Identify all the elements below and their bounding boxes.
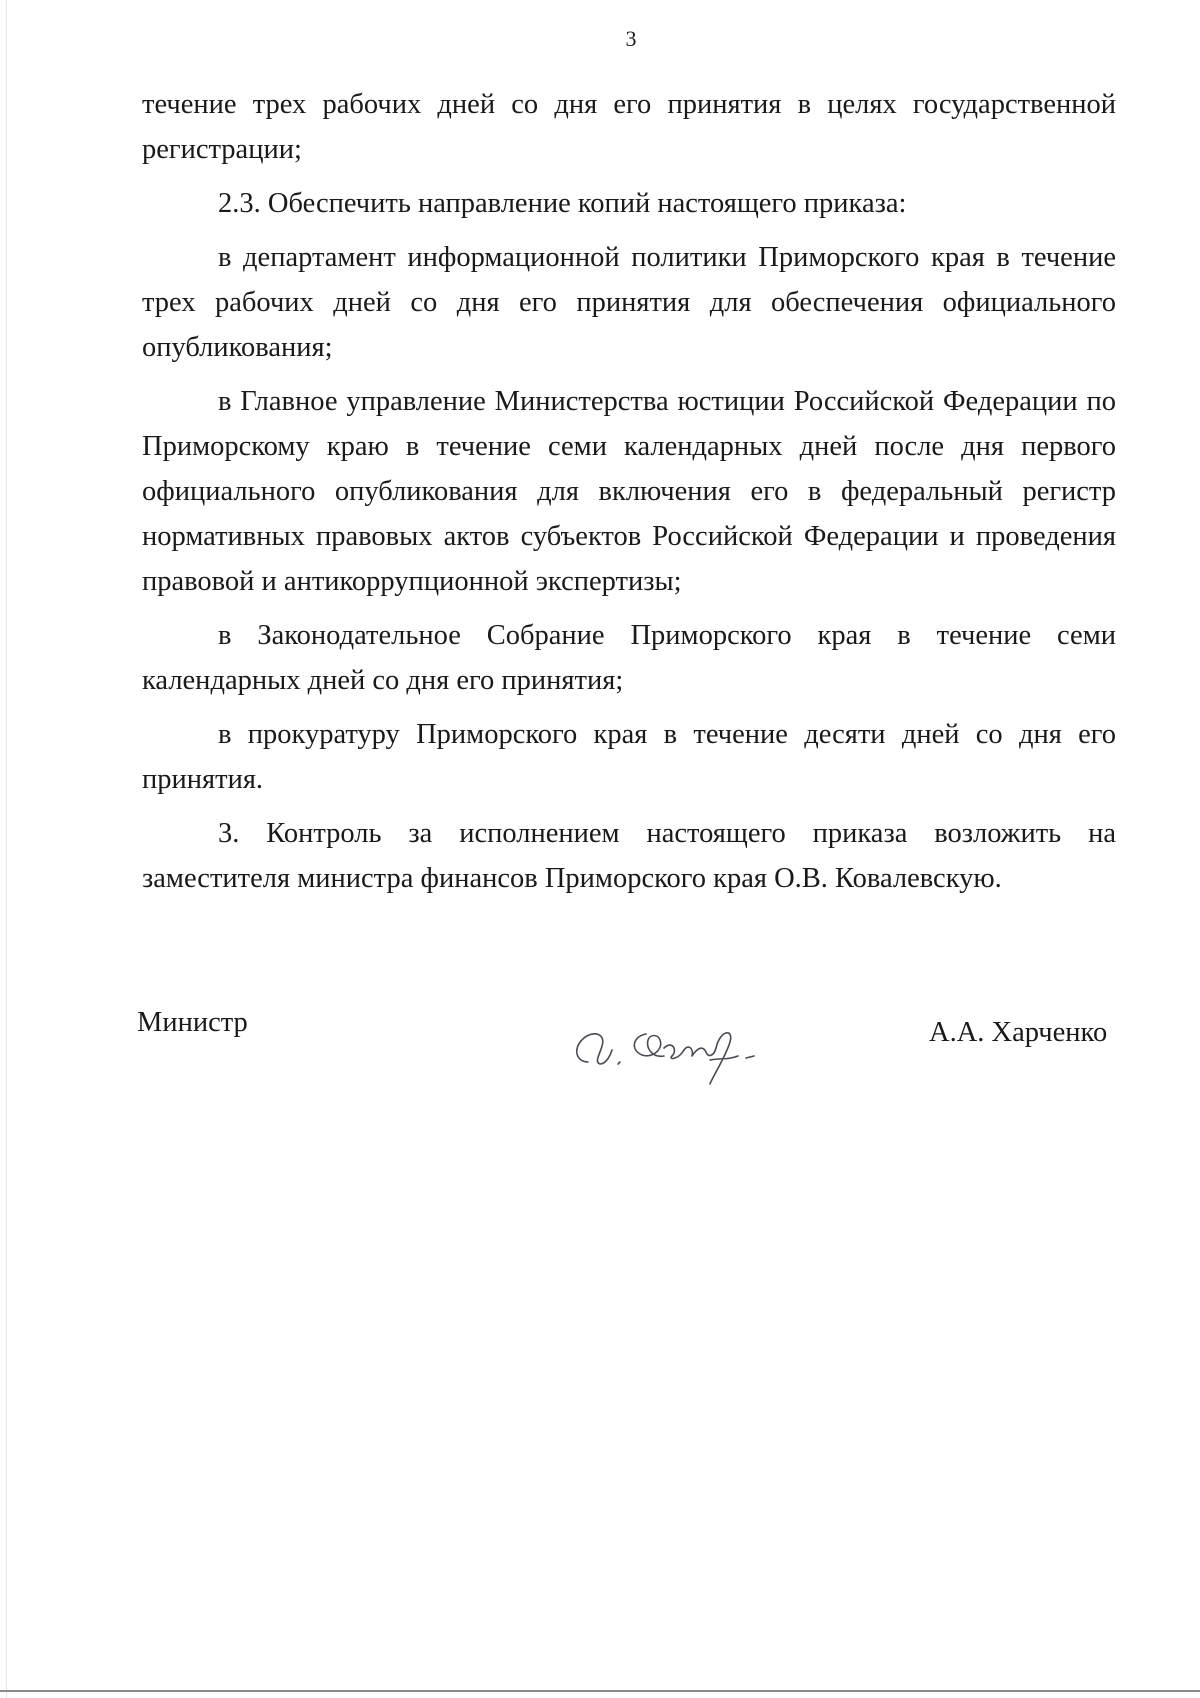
signatory-title: Министр [137,1007,248,1038]
paragraph-info-policy-department: в департамент информационной политики Приморского края в течение трех рабочих дней со дня его принятия для обеспечения официального опубликования; [142,242,1116,363]
paragraph-prosecutor-office: в прокуратуру Приморского края в течение десяти дней со дня его принятия. [142,719,1116,795]
paragraph-justice-ministry-office: в Главное управление Министерства юстиции Российской Федерации по Приморскому краю в течение семи календарных дней после дня первого официального опубликования для включения его в федеральный регистр нормативных правовых актов субъектов Российской Федерации и проведения правовой и антикоррупционной экспертизы; [142,386,1116,597]
scan-edge-left [6,0,7,1698]
handwritten-signature [560,1000,780,1090]
paragraph-registration-continuation: течение трех рабочих дней со дня его принятия в целях государственной регистрации; [142,89,1116,165]
page-number: 3 [625,26,637,51]
signatory-name: А.А. Харченко [929,1017,1108,1048]
paragraph-legislative-assembly: в Законодательное Собрание Приморского края в течение семи календарных дней со дня его принятия; [142,620,1116,696]
document-body [142,82,1116,910]
scan-edge-bottom [0,1690,1200,1692]
paragraph-2-3-heading: 2.3. Обеспечить направление копий настоящего приказа: [218,188,907,219]
paragraph-3-control: 3. Контроль за исполнением настоящего приказа возложить на заместителя министра финансов Приморского края О.В. Ковалевскую. [142,818,1116,894]
